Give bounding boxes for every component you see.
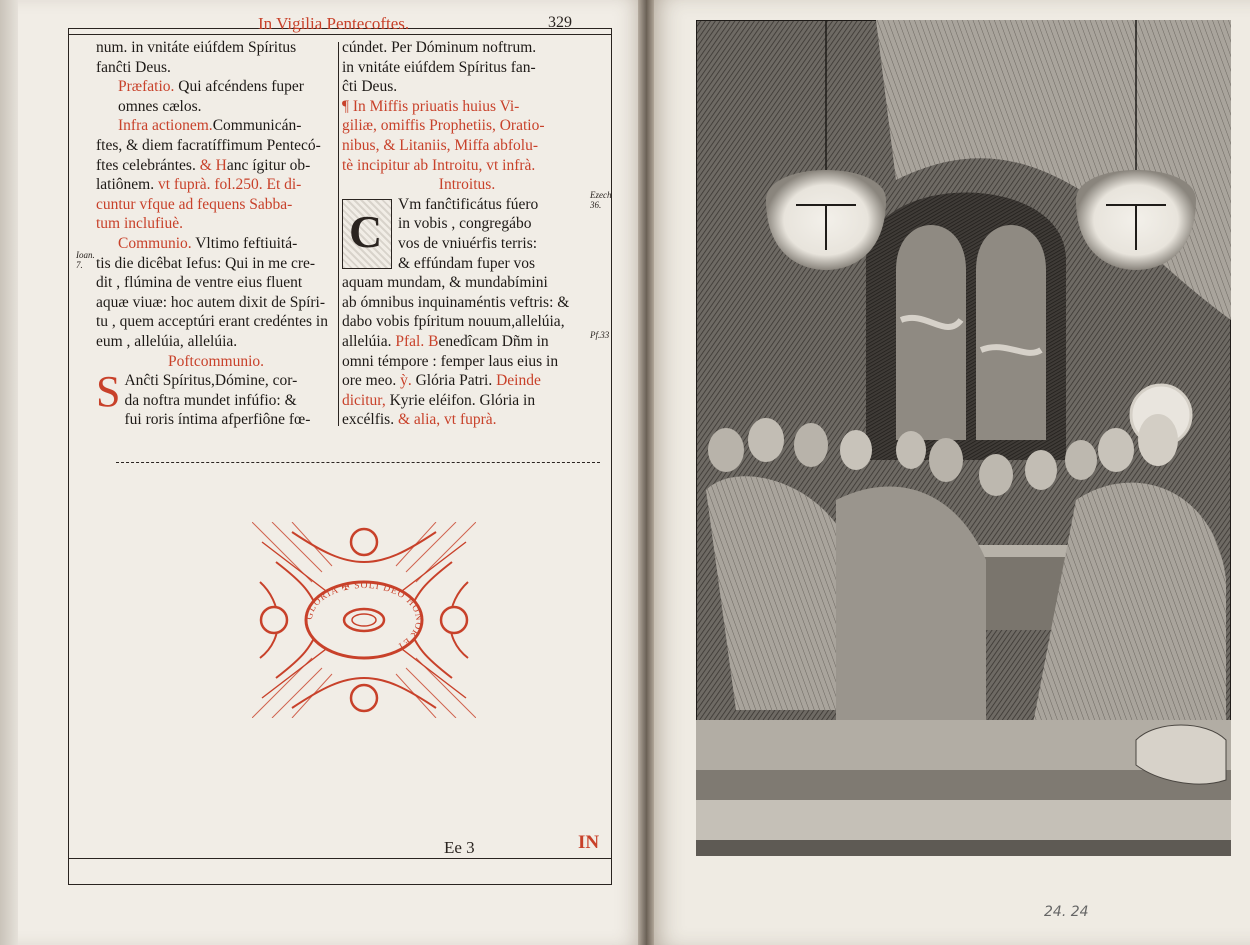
signature-mark: Ee 3 [444, 838, 475, 857]
text-line: excélfis. [342, 411, 395, 429]
header-rule [68, 34, 612, 35]
text-line: fanĉti Deus. [96, 58, 171, 76]
text-line: aquam mundam, & mundabímini [342, 274, 548, 292]
christ-figure [1138, 414, 1178, 466]
initial-letter: C [349, 205, 383, 257]
margin-note-psalm: Pf.33 [590, 330, 610, 340]
rubric-line: cuntur vfque ad fequens Sabba- [96, 195, 293, 213]
separator-rule [116, 462, 600, 463]
text-line: anc ígitur ob- [226, 156, 311, 174]
text-line: Glória Patri. [411, 372, 493, 390]
rubric-line: giliæ, omiffis Prophetiis, Oratio- [342, 117, 545, 135]
text-line: aquæ viuæ: hoc autem dixit de Spíri- [96, 293, 326, 311]
page-number: 329 [548, 14, 572, 31]
margin-note-ezech [590, 190, 612, 210]
text-line: tis die dicêbat Iefus: Qui in me cre- [96, 254, 316, 272]
rubric-text: dicitur, [342, 391, 386, 409]
rubric-text: Pfal. B [391, 332, 439, 350]
text-line: in vnitáte eiúfdem Spíritus fan- [342, 58, 536, 76]
text-line: num. in vnitáte eiúfdem Spíritus [96, 39, 297, 56]
dropcap-letter: S [96, 367, 121, 417]
pencil-shelfmark: 24. 24 [1044, 904, 1089, 920]
text-line: omnes cælos. [118, 97, 202, 115]
text-line: in vobis , congregábo [398, 215, 532, 233]
cherub-ornament [252, 522, 476, 718]
text-line: ftes, & diem facratíffimum Pentecó- [96, 136, 321, 154]
rubric-line: ¶ In Miffis priuatis huius Vi- [342, 97, 520, 115]
rubric-text: vt fuprà. fol.250. Et di- [154, 176, 302, 194]
rubric-text: Deinde [492, 372, 541, 390]
rubric-text: & H [195, 156, 227, 174]
text-line: dabo vobis fpíritum nouum,allelúia, [342, 313, 565, 331]
window-left [896, 225, 966, 440]
rubric-line: tum inclufiuè. [96, 215, 183, 233]
left-column [96, 38, 336, 430]
text-line: eum , allelúia, allelúia. [96, 332, 238, 350]
text-line: & effúndam fuper vos [398, 254, 536, 272]
text-line: Kyrie eléifon. Glória in [385, 391, 536, 409]
text-line: omni témpore : femper laus eius in [342, 352, 559, 370]
catchword: IN [578, 832, 600, 853]
text-line: allelúia. [342, 332, 392, 350]
rubric-text: ỳ. [396, 372, 412, 390]
text-line: tu , quem acceptúri erant credéntes in [96, 313, 328, 331]
text-line: Vltimo feftiuitá- [191, 234, 298, 252]
text-line: cúndet. Per Dóminum noftrum. [342, 39, 537, 56]
text-line: ftes celebrántes. [96, 156, 196, 174]
text-line: fui roris íntima afperfiône fœ- [124, 411, 311, 429]
rubric-communio: Communio. [118, 234, 192, 252]
rubric-line: tè incipitur ab Introitu, vt infrà. [342, 156, 536, 174]
text-line: da noftra mundet infúfio: & [124, 391, 297, 409]
book-gutter [638, 0, 654, 945]
right-column [342, 38, 592, 430]
rubric-text: & alia, vt fuprà. [394, 411, 497, 429]
last-supper-engraving [696, 20, 1231, 856]
window-right [976, 225, 1046, 440]
text-line: enedîcam Dñm in [438, 332, 549, 350]
rubric-postcommunio: Poftcommunio. [167, 352, 264, 370]
footer-rule [68, 858, 612, 859]
text-line: Vm fanĉtificátus fúero [398, 195, 539, 213]
text-line: ĉti Deus. [342, 78, 398, 96]
text-line: ab ómnibus inquinaméntis veftris: & [342, 293, 570, 311]
margin-note-text: Ioan. [76, 250, 95, 260]
text-line: dit , flúmina de ventre eius fluent [96, 274, 303, 292]
text-line: ore meo. [342, 372, 397, 390]
running-head: In Vigilia Pentecoftes. [258, 14, 410, 33]
text-line: Communicán- [212, 117, 302, 135]
margin-note-text: Ezech [590, 190, 612, 200]
margin-note-ref: 36. [590, 200, 602, 210]
text-line: Qui afcéndens fuper [174, 78, 304, 96]
ornament-motto-path: GLORIA ✠ SOLI DEO HONOR ET [304, 580, 424, 652]
column-divider [338, 42, 339, 426]
text-line: Anĉti Spíritus,Dómine, cor- [124, 372, 298, 390]
rubric-introitus: Introitus. [438, 176, 496, 194]
woodcut-initial [342, 199, 392, 269]
rubric-prefatio: Præfatio. [118, 78, 175, 96]
text-line: latiônem. [96, 176, 155, 194]
rubric-line: nibus, & Litaniis, Miffa abfolu- [342, 136, 539, 154]
rubric-infra-actionem: Infra actionem. [118, 117, 213, 135]
text-line: vos de vniuérfis terris: [398, 234, 538, 252]
margin-note-ref: 7. [76, 260, 83, 270]
margin-note-ioan [76, 250, 95, 270]
